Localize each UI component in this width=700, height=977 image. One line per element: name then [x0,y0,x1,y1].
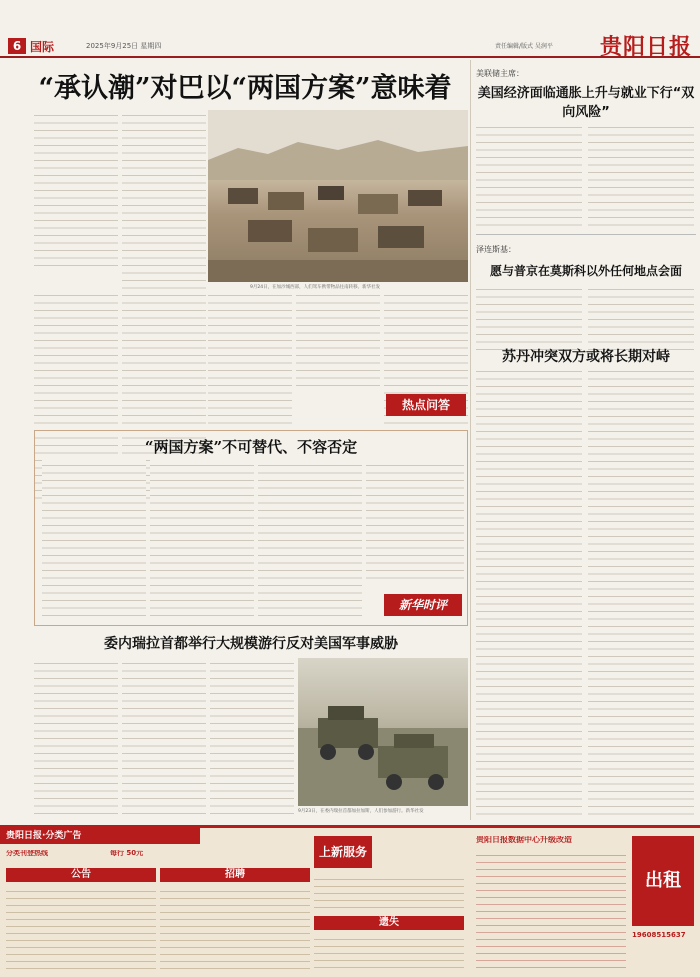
right-mid-headline: 愿与普京在莫斯科以外任何地点会面 [489,264,682,278]
article-column [476,284,582,350]
section-number: 6 [8,38,26,54]
article-column [122,658,206,818]
article-column [34,658,118,818]
rent-logo: 出租 [632,836,694,926]
notice-text [6,886,156,974]
lost-header: 遗失 [314,916,464,930]
issue-date: 2025年9月25日 星期四 [86,42,162,50]
ads-price: 每行 50元 [110,850,144,857]
article-column [42,460,146,620]
data-center-ad: 贵阳日报数据中心升级改造 [476,836,572,844]
right-low-headline: 苏丹冲突双方或将长期对峙 [502,349,670,365]
lost-text [314,934,464,974]
data-center-text [476,850,626,970]
article-column [588,366,694,818]
classified-ads-section [0,825,700,977]
article-column [210,658,294,818]
right-top-label: 美联储主席： [476,69,524,78]
article-column [588,284,694,350]
article-column [588,122,694,230]
main-headline: “承认潮”对巴以“两国方案”意味着 [38,73,452,104]
recruit-text [160,886,310,974]
ads-bar: 贵阳日报·分类广告 [0,828,200,844]
section-title: 国际 [30,40,55,54]
venezuela-photo-caption: 9月23日，在委内瑞拉首都加拉加斯，人们参加游行。新华社发 [298,809,424,814]
article-column [150,460,254,620]
divider [476,234,696,235]
article-column [476,366,582,818]
venezuela-photo [298,658,468,806]
column-divider [470,60,471,820]
commentary-headline: “两国方案”不可替代、不容否定 [144,438,358,456]
notice-header: 公告 [6,868,156,882]
article-column [366,460,464,580]
service-text [314,874,464,912]
hotspot-badge: 热点问答 [386,394,466,416]
editors-credit: 责任编辑/版式 吴润平 [495,43,553,50]
article-column [476,122,582,230]
venezuela-headline: 委内瑞拉首都举行大规模游行反对美国军事威胁 [104,636,398,652]
right-mid-label: 泽连斯基： [476,245,516,254]
main-photo-caption: 9月24日，在加沙城西部，人们驾车携带物品往南转移。新华社发 [250,285,381,290]
article-column [208,290,292,430]
recruit-header: 招聘 [160,868,310,882]
ads-hotline: 分类刊登热线 [6,850,48,857]
article-column [258,460,362,620]
rent-phone: 19608515637 [632,932,686,939]
page-header [0,0,700,58]
right-top-headline: 美国经济面临通胀上升与就业下行“双向风险” [477,86,695,120]
service-logo: 上新服务 [314,836,372,868]
newspaper-logo: 贵阳日报 [600,34,693,60]
xinhua-commentary-badge: 新华时评 [384,594,462,616]
article-column [296,290,380,390]
gaza-photo [208,110,468,282]
article-column [34,110,118,270]
